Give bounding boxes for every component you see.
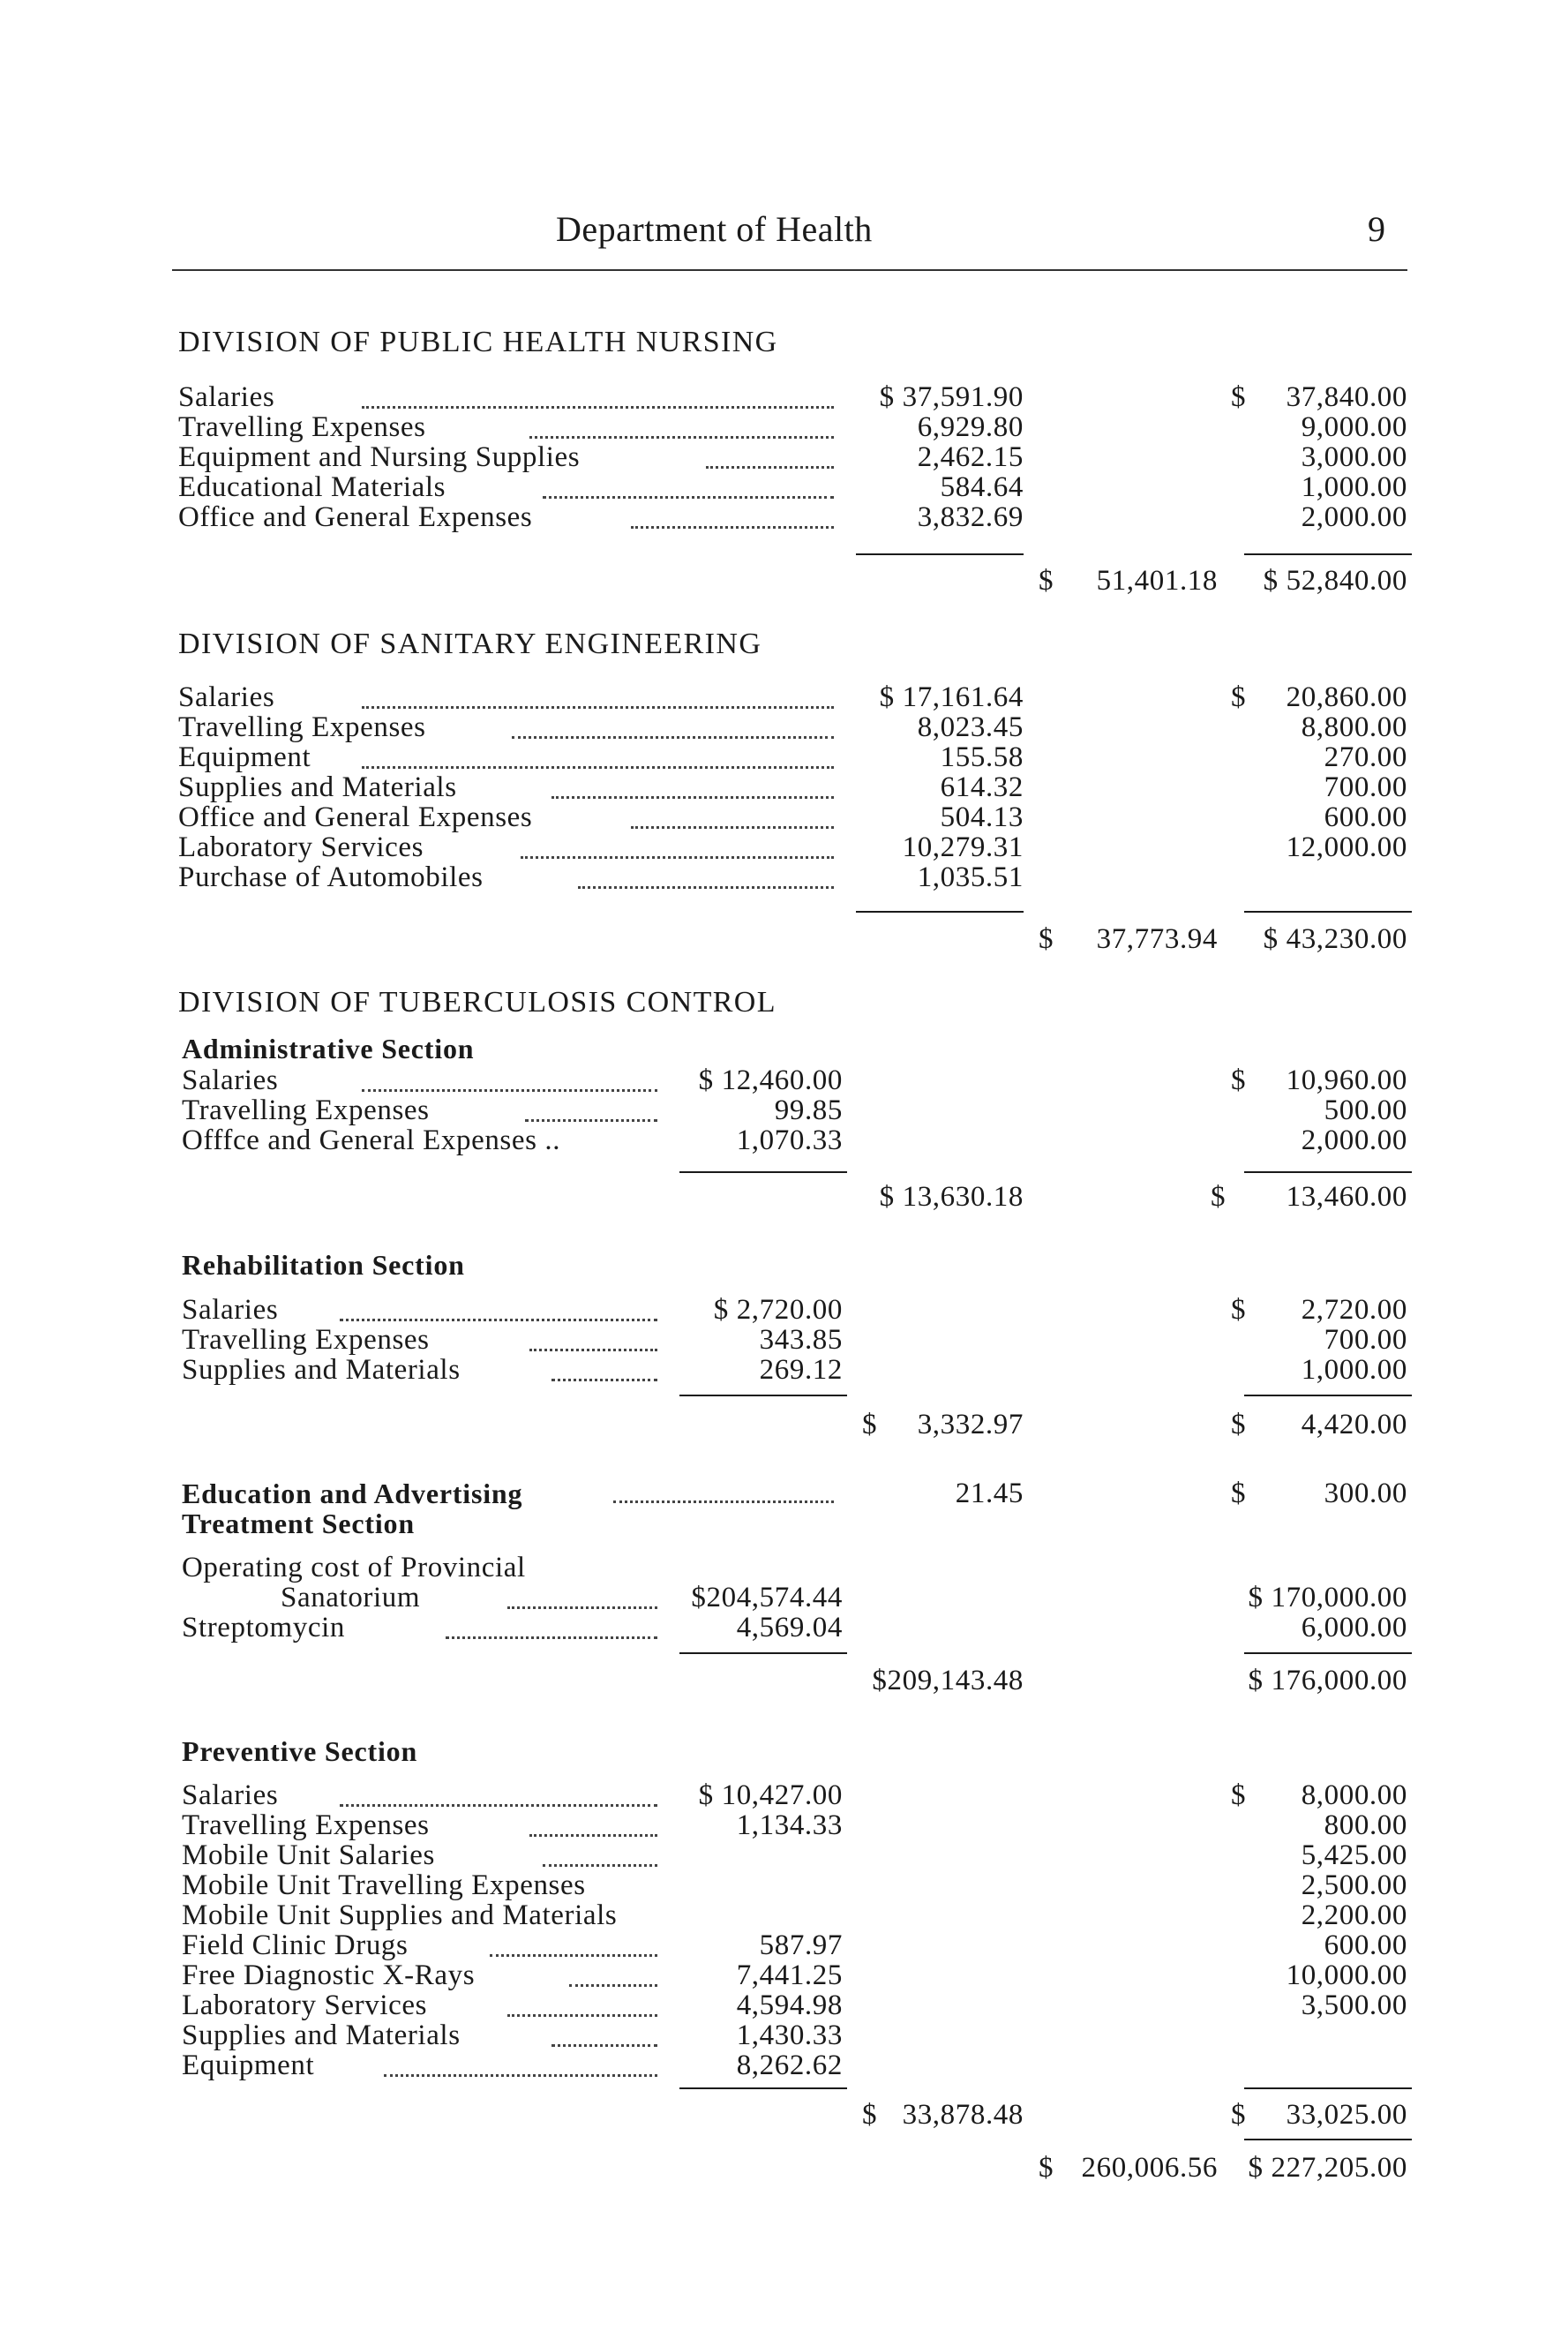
row-label: Equipment bbox=[182, 2049, 315, 2081]
grand-total-rule bbox=[1244, 2139, 1412, 2140]
subtotal-rule bbox=[856, 553, 1024, 555]
amount-estimate: 700.00 bbox=[1324, 771, 1407, 803]
education-estimate: 300.00 bbox=[1324, 1478, 1407, 1509]
row-label: Salaries bbox=[178, 681, 275, 713]
dollar-sign: $ bbox=[1231, 681, 1247, 713]
amount-estimate: 2,000.00 bbox=[1301, 1124, 1407, 1156]
amount-estimate: 600.00 bbox=[1324, 801, 1407, 833]
rehab-total-actual: 3,332.97 bbox=[917, 1409, 1024, 1440]
dot-leader bbox=[521, 856, 834, 859]
amount-estimate: 2,500.00 bbox=[1301, 1869, 1407, 1901]
amount-estimate: 1,000.00 bbox=[1301, 1354, 1407, 1386]
amount-actual: 343.85 bbox=[759, 1324, 843, 1356]
row-label: Educational Materials bbox=[178, 471, 446, 503]
admin-total-actual: $ 13,630.18 bbox=[879, 1181, 1024, 1213]
amount-actual: 504.13 bbox=[940, 801, 1024, 833]
admin-total-estimate: 13,460.00 bbox=[1286, 1181, 1407, 1213]
amount-actual: 1,070.33 bbox=[736, 1124, 843, 1156]
amount-estimate: 1,000.00 bbox=[1301, 471, 1407, 503]
row-label: Field Clinic Drugs bbox=[182, 1929, 409, 1961]
sanitary-heading: DIVISION OF SANITARY ENGINEERING bbox=[178, 628, 762, 660]
amount-actual: 614.32 bbox=[940, 771, 1024, 803]
treatment-heading: Treatment Section bbox=[182, 1508, 415, 1539]
row-label: Supplies and Materials bbox=[178, 771, 457, 803]
amount-estimate: 700.00 bbox=[1324, 1324, 1407, 1356]
amount-actual: 8,262.62 bbox=[736, 2049, 843, 2081]
amount-actual: $ 2,720.00 bbox=[713, 1294, 843, 1326]
amount-estimate: 12,000.00 bbox=[1286, 831, 1407, 863]
dot-leader bbox=[340, 1319, 657, 1321]
dollar-sign: $ bbox=[1231, 2099, 1247, 2131]
row-label: Mobile Unit Salaries bbox=[182, 1839, 435, 1871]
dollar-sign: $ bbox=[1231, 1779, 1247, 1811]
amount-estimate: 600.00 bbox=[1324, 1929, 1407, 1961]
amount-estimate: 5,425.00 bbox=[1301, 1839, 1407, 1871]
subtotal-rule bbox=[1244, 1395, 1412, 1396]
dollar-sign: $ bbox=[1039, 923, 1054, 955]
preventive-total-estimate: 33,025.00 bbox=[1286, 2099, 1407, 2131]
row-label: Free Diagnostic X-Rays bbox=[182, 1959, 476, 1991]
dot-leader bbox=[362, 406, 834, 409]
dollar-sign: $ bbox=[1231, 381, 1247, 413]
row-label: Offfce and General Expenses .. bbox=[182, 1124, 561, 1156]
amount-actual: 7,441.25 bbox=[736, 1959, 843, 1991]
amount-estimate: 270.00 bbox=[1324, 741, 1407, 773]
amount-actual: 4,569.04 bbox=[736, 1612, 843, 1643]
amount-estimate: 3,000.00 bbox=[1301, 441, 1407, 473]
row-label: Sanatorium bbox=[281, 1582, 421, 1613]
rehab-total-estimate: 4,420.00 bbox=[1301, 1409, 1407, 1440]
row-label: Mobile Unit Supplies and Materials bbox=[182, 1899, 618, 1931]
amount-actual: 4,594.98 bbox=[736, 1989, 843, 2021]
sanitary-total-estimate: $ 43,230.00 bbox=[1263, 923, 1407, 955]
preventive-total-actual: 33,878.48 bbox=[902, 2099, 1024, 2131]
subtotal-rule bbox=[1244, 2087, 1412, 2089]
amount-estimate: 37,840.00 bbox=[1286, 381, 1407, 413]
amount-actual: $ 37,591.90 bbox=[879, 381, 1024, 413]
dot-leader bbox=[340, 1804, 657, 1807]
dollar-sign: $ bbox=[862, 2099, 878, 2131]
education-actual: 21.45 bbox=[955, 1478, 1024, 1509]
treatment-total-estimate: $ 176,000.00 bbox=[1248, 1665, 1407, 1696]
dollar-sign: $ bbox=[1039, 565, 1054, 597]
dollar-sign: $ bbox=[1231, 1478, 1247, 1509]
header-rule bbox=[172, 269, 1407, 271]
row-label: Laboratory Services bbox=[178, 831, 424, 863]
amount-actual: 587.97 bbox=[759, 1929, 843, 1961]
amount-actual: 584.64 bbox=[940, 471, 1024, 503]
dot-leader bbox=[543, 1864, 657, 1867]
dollar-sign: $ bbox=[1231, 1294, 1247, 1326]
amount-estimate: 10,960.00 bbox=[1286, 1064, 1407, 1096]
row-label: Office and General Expenses bbox=[178, 801, 533, 833]
amount-estimate: 20,860.00 bbox=[1286, 681, 1407, 713]
admin-heading: Administrative Section bbox=[182, 1033, 475, 1064]
dollar-sign: $ bbox=[1211, 1181, 1227, 1213]
amount-actual: 8,023.45 bbox=[917, 711, 1024, 743]
row-label: Salaries bbox=[182, 1779, 279, 1811]
amount-actual: 6,929.80 bbox=[917, 411, 1024, 443]
row-label: Travelling Expenses bbox=[182, 1094, 430, 1126]
amount-actual: 155.58 bbox=[940, 741, 1024, 773]
row-label: Streptomycin bbox=[182, 1612, 346, 1643]
page-title: Department of Health bbox=[556, 209, 873, 249]
row-label: Travelling Expenses bbox=[178, 711, 426, 743]
row-label: Laboratory Services bbox=[182, 1989, 428, 2021]
amount-actual: 269.12 bbox=[759, 1354, 843, 1386]
dot-leader bbox=[529, 436, 834, 439]
subtotal-rule bbox=[856, 911, 1024, 913]
amount-estimate: 3,500.00 bbox=[1301, 1989, 1407, 2021]
row-label: Equipment and Nursing Supplies bbox=[178, 441, 581, 473]
dollar-sign: $ bbox=[1231, 1064, 1247, 1096]
amount-estimate: 500.00 bbox=[1324, 1094, 1407, 1126]
dollar-sign: $ bbox=[1231, 1409, 1247, 1440]
page-number: 9 bbox=[1368, 209, 1386, 249]
dot-leader bbox=[362, 766, 834, 769]
row-label: Supplies and Materials bbox=[182, 2019, 461, 2051]
tb-heading: DIVISION OF TUBERCULOSIS CONTROL bbox=[178, 986, 776, 1019]
dot-leader bbox=[384, 2074, 657, 2077]
tb-grand-total-estimate: $ 227,205.00 bbox=[1248, 2152, 1407, 2184]
subtotal-rule bbox=[679, 1395, 847, 1396]
amount-actual: 99.85 bbox=[774, 1094, 843, 1126]
amount-actual: 10,279.31 bbox=[902, 831, 1024, 863]
amount-estimate: 8,800.00 bbox=[1301, 711, 1407, 743]
rehab-heading: Rehabilitation Section bbox=[182, 1249, 465, 1281]
row-label: Operating cost of Provincial bbox=[182, 1552, 526, 1583]
dollar-sign: $ bbox=[1039, 2152, 1054, 2184]
row-label: Office and General Expenses bbox=[178, 501, 533, 533]
subtotal-rule bbox=[1244, 553, 1412, 555]
nursing-heading: DIVISION OF PUBLIC HEALTH NURSING bbox=[178, 326, 778, 358]
nursing-total-estimate: $ 52,840.00 bbox=[1263, 565, 1407, 597]
education-label: Education and Advertising bbox=[182, 1478, 523, 1509]
amount-estimate: 8,000.00 bbox=[1301, 1779, 1407, 1811]
subtotal-rule bbox=[679, 1171, 847, 1173]
amount-estimate: 2,720.00 bbox=[1301, 1294, 1407, 1326]
subtotal-rule bbox=[1244, 1171, 1412, 1173]
amount-actual: $ 17,161.64 bbox=[879, 681, 1024, 713]
dot-leader bbox=[362, 1089, 657, 1092]
row-label: Salaries bbox=[182, 1294, 279, 1326]
dot-leader bbox=[543, 496, 834, 499]
amount-actual: $ 12,460.00 bbox=[698, 1064, 843, 1096]
amount-estimate: 2,000.00 bbox=[1301, 501, 1407, 533]
row-label: Equipment bbox=[178, 741, 311, 773]
amount-actual: 1,430.33 bbox=[736, 2019, 843, 2051]
dot-leader bbox=[362, 706, 834, 709]
treatment-total-actual: $209,143.48 bbox=[872, 1665, 1024, 1696]
amount-estimate: 800.00 bbox=[1324, 1809, 1407, 1841]
row-label: Travelling Expenses bbox=[178, 411, 426, 443]
amount-actual: 1,035.51 bbox=[917, 861, 1024, 893]
dollar-sign: $ bbox=[862, 1409, 878, 1440]
amount-estimate: 6,000.00 bbox=[1301, 1612, 1407, 1643]
row-label: Salaries bbox=[182, 1064, 279, 1096]
amount-estimate: 9,000.00 bbox=[1301, 411, 1407, 443]
tb-grand-total-actual: 260,006.56 bbox=[1081, 2152, 1218, 2184]
sanitary-total-actual: 37,773.94 bbox=[1096, 923, 1218, 955]
amount-actual: 1,134.33 bbox=[736, 1809, 843, 1841]
dot-leader bbox=[512, 736, 834, 739]
row-label: Mobile Unit Travelling Expenses bbox=[182, 1869, 586, 1901]
row-label: Travelling Expenses bbox=[182, 1809, 430, 1841]
amount-estimate: $ 170,000.00 bbox=[1248, 1582, 1407, 1613]
preventive-heading: Preventive Section bbox=[182, 1735, 418, 1767]
subtotal-rule bbox=[679, 2087, 847, 2089]
amount-estimate: 10,000.00 bbox=[1286, 1959, 1407, 1991]
amount-actual: 3,832.69 bbox=[917, 501, 1024, 533]
subtotal-rule bbox=[1244, 911, 1412, 913]
row-label: Purchase of Automobiles bbox=[178, 861, 484, 893]
row-label: Salaries bbox=[178, 381, 275, 413]
amount-estimate: 2,200.00 bbox=[1301, 1899, 1407, 1931]
row-label: Supplies and Materials bbox=[182, 1354, 461, 1386]
nursing-total-actual: 51,401.18 bbox=[1096, 565, 1218, 597]
row-label: Travelling Expenses bbox=[182, 1324, 430, 1356]
amount-actual: $ 10,427.00 bbox=[698, 1779, 843, 1811]
amount-actual: $204,574.44 bbox=[691, 1582, 843, 1613]
subtotal-rule bbox=[1244, 1652, 1412, 1654]
amount-actual: 2,462.15 bbox=[917, 441, 1024, 473]
dot-leader bbox=[551, 796, 834, 799]
subtotal-rule bbox=[679, 1652, 847, 1654]
